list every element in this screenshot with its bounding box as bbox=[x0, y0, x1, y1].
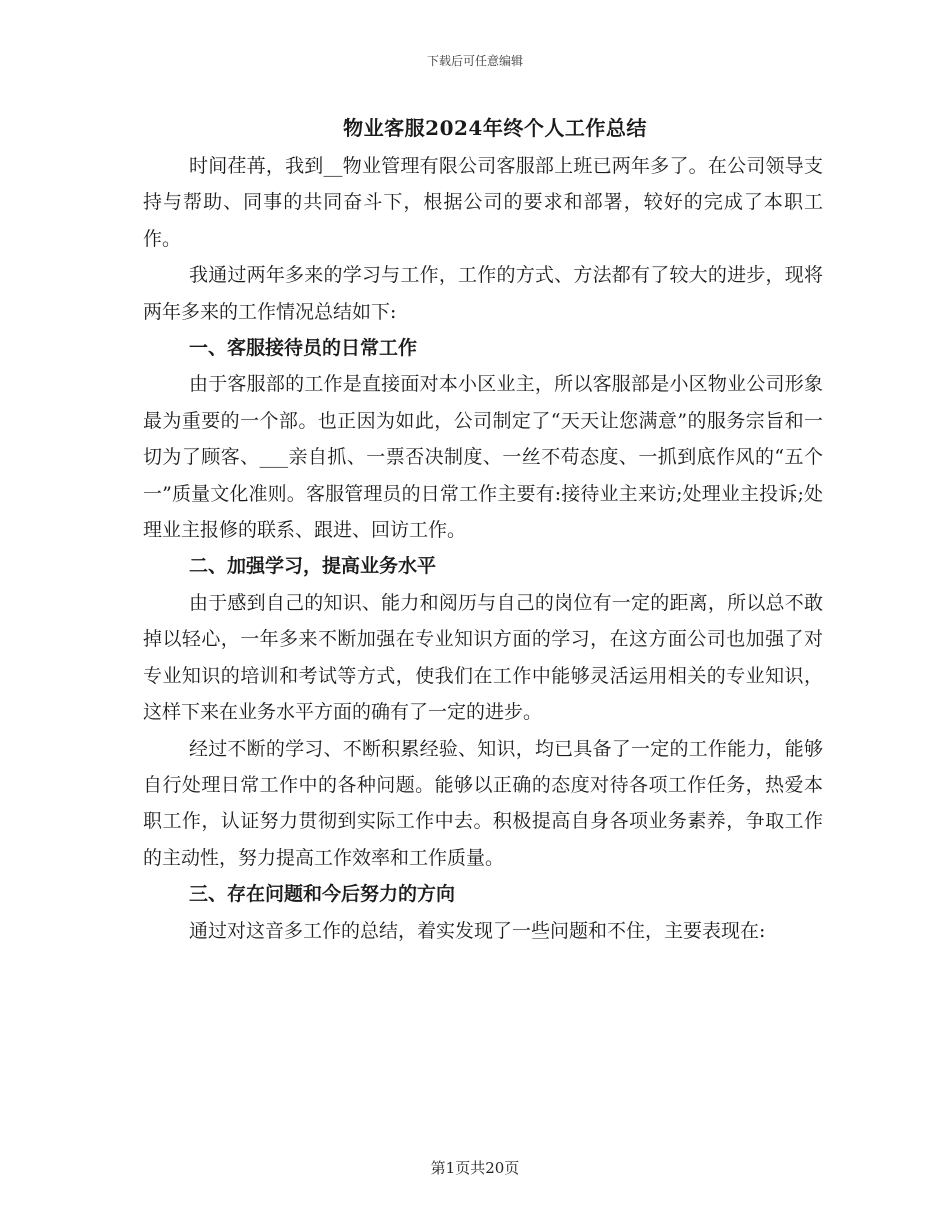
section-heading-3: 三、存在问题和今后努力的方向 bbox=[189, 883, 456, 906]
paragraph-summary-lead: 我通过两年多来的学习与工作，工作的方式、方法都有了较大的进步，现将两年多来的工作情况总结如下: bbox=[143, 264, 823, 323]
document-title: 物业客服2024年终个人工作总结 bbox=[343, 116, 647, 140]
header-note: 下载后可任意编辑 bbox=[426, 54, 523, 68]
page-footer: 第1页共20页 bbox=[430, 1159, 520, 1177]
paragraph-section-3: 通过对这音多工作的总结，着实发现了一些问题和不住，主要表现在: bbox=[189, 919, 766, 942]
paragraph-section-1: 由于客服部的工作是直接面对本小区业主，所以客服部是小区物业公司形象最为重要的一个部。也正因为如此，公司制定了“天天让您满意”的服务宗旨和一切为了顾客、___亲自抓、一票否决制度、一丝不苟态度、一抓到底作风的“五个一”质量文化准则。客服管理员的日常工作主要有:接待业主来访;处理业主投诉;处理业主报修的联系、跟进、回访工作。 bbox=[143, 373, 823, 542]
section-heading-2: 二、加强学习，提高业务水平 bbox=[189, 555, 437, 578]
section-heading-1: 一、客服接待员的日常工作 bbox=[189, 337, 418, 360]
paragraph-intro: 时间荏苒，我到__物业管理有限公司客服部上班已两年多了。在公司领导支持与帮助、同事的共同奋斗下，根据公司的要求和部署，较好的完成了本职工作。 bbox=[143, 155, 823, 250]
document-body bbox=[143, 148, 823, 949]
paragraph-section-2b: 经过不断的学习、不断积累经验、知识，均已具备了一定的工作能力，能够自行处理日常工作中的各种问题。能够以正确的态度对待各项工作任务，热爱本职工作，认证努力贯彻到实际工作中去。积极提高自身各项业务素养，争取工作的主动性，努力提高工作效率和工作质量。 bbox=[143, 737, 823, 869]
paragraph-section-2a: 由于感到自己的知识、能力和阅历与自己的岗位有一定的距离，所以总不敢掉以轻心，一年多来不断加强在专业知识方面的学习，在这方面公司也加强了对专业知识的培训和考试等方式，使我们在工作中能够灵活运用相关的专业知识，这样下来在业务水平方面的确有了一定的进步。 bbox=[143, 591, 823, 724]
